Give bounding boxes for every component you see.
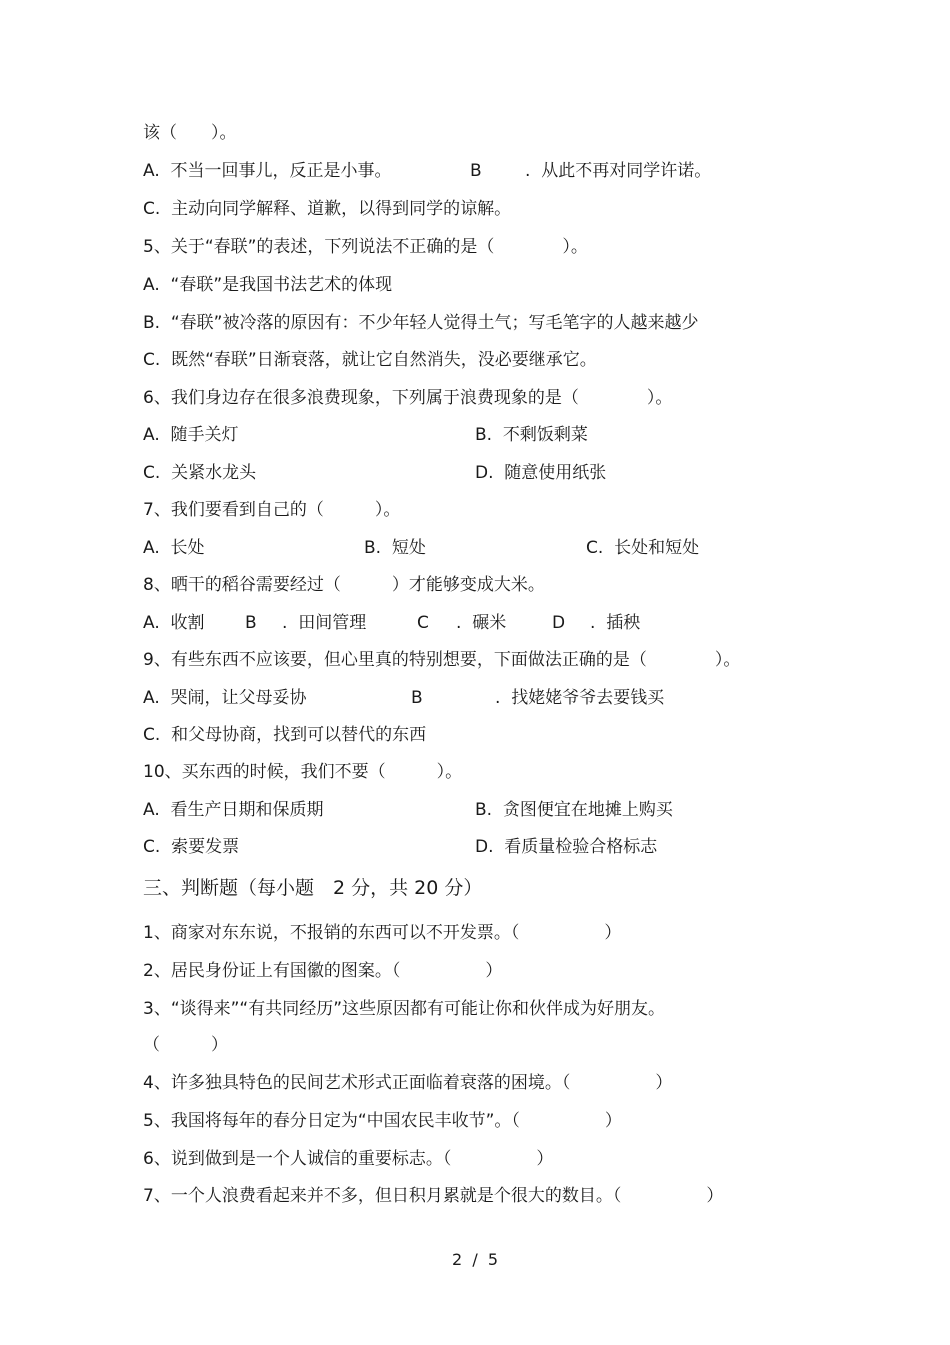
q8-option-c-letter: C [417,613,429,633]
q4-option-c: C. 主动向同学解释、道歉，以得到同学的谅解。 [143,199,512,219]
q9-stem: 9、有些东西不应该要，但心里真的特别想要，下面做法正确的是（ ）。 [143,650,741,670]
tf-item-4: 4、许多独具特色的民间艺术形式正面临着衰落的困境。（ ） [143,1073,673,1093]
tf-item-1: 1、商家对东东说，不报销的东西可以不开发票。（ ） [143,923,622,943]
q6-stem: 6、我们身边存在很多浪费现象，下列属于浪费现象的是（ ）。 [143,388,673,408]
q5-stem: 5、关于“春联”的表述，下列说法不正确的是（ ）。 [143,237,588,257]
q4-option-b-text: . 从此不再对同学许诺。 [525,161,712,181]
q9-option-a: A. 哭闹，让父母妥协 [143,688,307,708]
q5-option-b: B. “春联”被冷落的原因有：不少年轻人觉得土气；写毛笔字的人越来越少 [143,313,699,333]
q8-option-c-text: . 碾米 [456,613,507,633]
q8-option-d-text: . 插秧 [590,613,641,633]
page-number: 2 / 5 [452,1250,499,1269]
q8-option-d-letter: D [552,613,566,633]
q4-stem-cont: 该（ ）。 [143,123,237,143]
q7-stem: 7、我们要看到自己的（ ）。 [143,500,401,520]
q8-option-a: A. 收割 [143,613,205,633]
q7-option-c: C. 长处和短处 [586,538,700,558]
q8-option-b-text: . 田间管理 [282,613,367,633]
tf-item-3-blank: （ ） [143,1035,228,1055]
q5-option-c: C. 既然“春联”日渐衰落，就让它自然消失，没必要继承它。 [143,350,597,370]
q6-option-d: D. 随意使用纸张 [475,463,607,483]
q9-option-b-letter: B [411,688,423,708]
q9-option-b-text: . 找姥姥爷爷去要钱买 [495,688,665,708]
q8-stem: 8、晒干的稻谷需要经过（ ）才能够变成大米。 [143,575,545,595]
q7-option-b: B. 短处 [364,538,426,558]
q9-option-c: C. 和父母协商，找到可以替代的东西 [143,725,427,745]
tf-item-5: 5、我国将每年的春分日定为“中国农民丰收节”。（ ） [143,1111,622,1131]
q10-option-c: C. 索要发票 [143,837,240,857]
q6-option-c: C. 关紧水龙头 [143,463,257,483]
tf-item-2: 2、居民身份证上有国徽的图案。（ ） [143,961,503,981]
q10-option-a: A. 看生产日期和保质期 [143,800,324,820]
q10-option-b: B. 贪图便宜在地摊上购买 [475,800,673,820]
q7-option-a: A. 长处 [143,538,205,558]
q4-option-a: A. 不当一回事儿，反正是小事。 [143,161,392,181]
q8-option-b-letter: B [245,613,257,633]
q5-option-a: A. “春联”是我国书法艺术的体现 [143,275,393,295]
tf-item-3: 3、“谈得来”“有共同经历”这些原因都有可能让你和伙伴成为好朋友。 [143,999,666,1019]
tf-item-6: 6、说到做到是一个人诚信的重要标志。（ ） [143,1149,554,1169]
tf-item-7: 7、一个人浪费看起来并不多，但日积月累就是个很大的数目。（ ） [143,1186,724,1206]
q4-option-b-letter: B [470,161,482,181]
q10-stem: 10、买东西的时候，我们不要（ ）。 [143,762,463,782]
section-heading-true-false: 三、判断题（每小题 2 分，共 20 分） [143,877,483,899]
q6-option-a: A. 随手关灯 [143,425,239,445]
q10-option-d: D. 看质量检验合格标志 [475,837,658,857]
q6-option-b: B. 不剩饭剩菜 [475,425,588,445]
